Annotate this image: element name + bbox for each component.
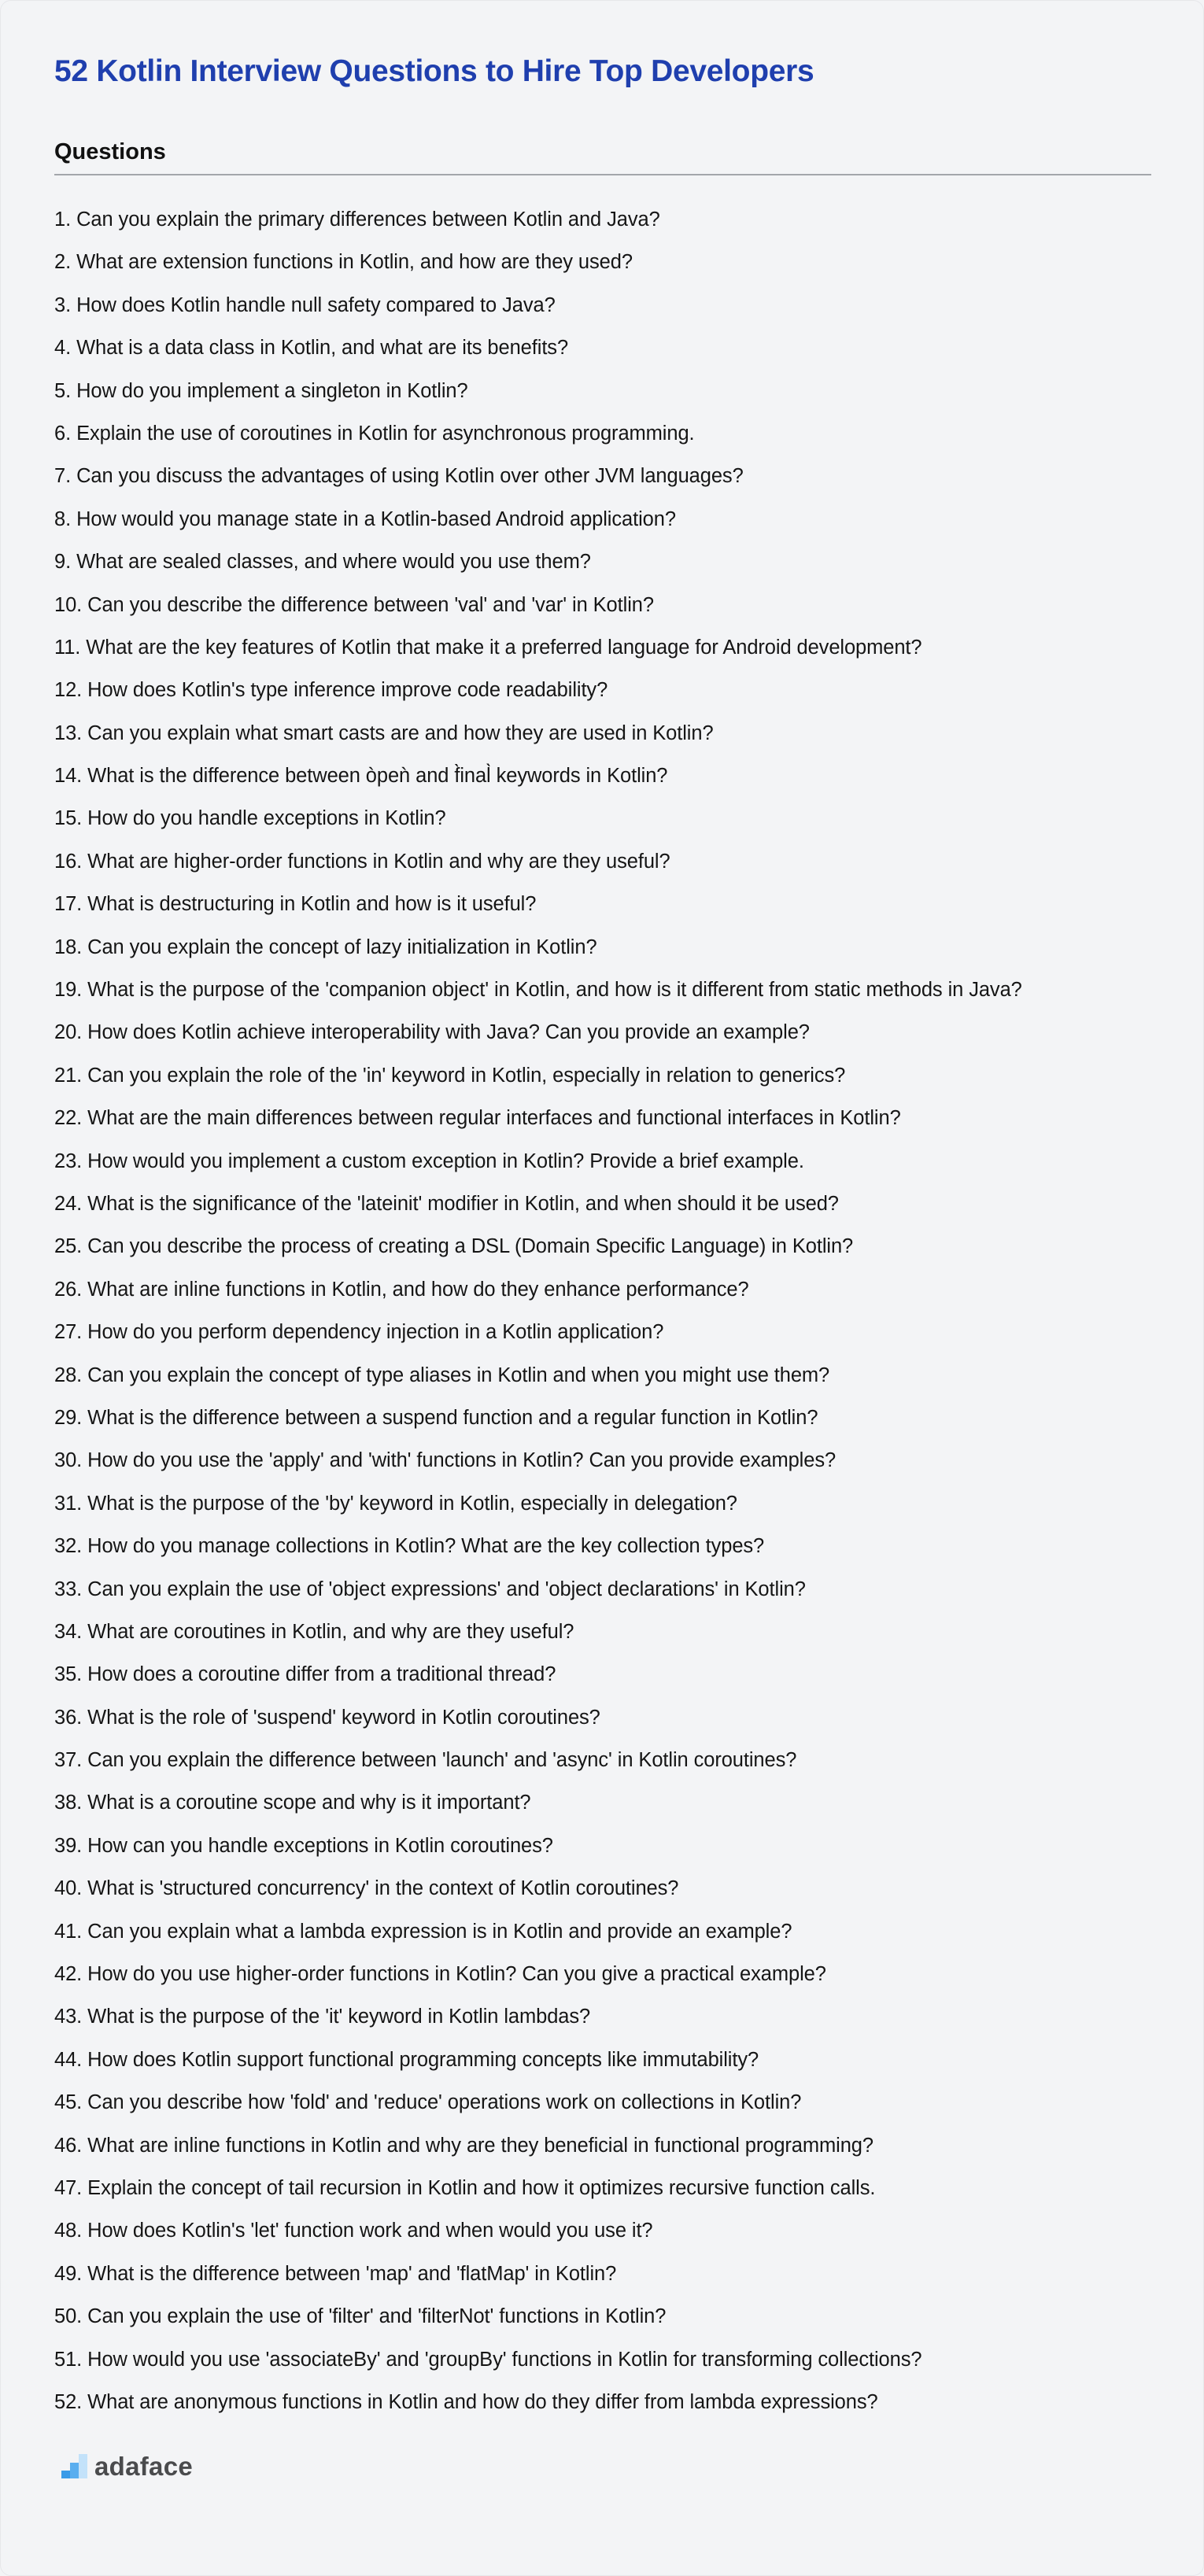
question-item	[54, 2340, 1022, 2382]
question-item	[54, 1869, 1022, 1911]
question-number: 2.	[54, 251, 72, 274]
question-number: 36.	[54, 1706, 83, 1729]
question-item	[54, 1698, 1022, 1740]
question-number: 25.	[54, 1235, 83, 1258]
question-number: 1.	[54, 209, 72, 231]
question-item	[54, 1526, 1022, 1569]
question-text: Can you explain the concept of type aliases in Kotlin and when you might use them?	[87, 1364, 830, 1386]
question-text: Can you describe how 'fold' and 'reduce' operations work on collections in Kotlin?	[87, 2091, 802, 2114]
question-number: 37.	[54, 1749, 83, 1772]
question-number: 22.	[54, 1107, 83, 1130]
question-text: How does a coroutine differ from a traditional thread?	[87, 1663, 556, 1686]
question-item	[54, 1997, 1022, 2039]
question-number: 39.	[54, 1834, 83, 1857]
question-text: What is a coroutine scope and why is it important?	[87, 1792, 531, 1814]
question-text: How would you manage state in a Kotlin-based Android application?	[76, 507, 676, 530]
question-text: Can you discuss the advantages of using Kotlin over other JVM languages?	[76, 465, 744, 488]
question-text: How would you implement a custom exception in Kotlin? Provide a brief example.	[87, 1150, 804, 1172]
question-text: What is destructuring in Kotlin and how is it useful?	[87, 893, 537, 916]
question-text: Can you explain the use of 'filter' and 'filterNot' functions in Kotlin?	[87, 2305, 667, 2328]
question-text: Can you explain what smart casts are and how they are used in Kotlin?	[87, 722, 714, 744]
logo-bar-short	[61, 2471, 70, 2478]
question-number: 46.	[54, 2134, 83, 2157]
question-item	[54, 1783, 1022, 1825]
question-number: 40.	[54, 1877, 83, 1900]
question-text: What are the key features of Kotlin that make it a preferred language for Android development?	[86, 636, 922, 659]
question-number: 48.	[54, 2220, 83, 2242]
question-number: 6.	[54, 422, 72, 445]
question-text: How do you use the 'apply' and 'with' functions in Kotlin? Can you provide examples?	[87, 1449, 837, 1472]
question-item	[54, 286, 1022, 328]
question-text: How does Kotlin achieve interoperability with Java? Can you provide an example?	[87, 1021, 810, 1044]
question-item	[54, 1740, 1022, 1783]
question-item	[54, 1056, 1022, 1098]
question-item	[54, 1570, 1022, 1612]
question-number: 51.	[54, 2348, 83, 2371]
question-text: Can you explain what a lambda expression is in Kotlin and provide an example?	[87, 1920, 792, 1943]
question-number: 5.	[54, 379, 72, 402]
question-number: 47.	[54, 2176, 83, 2199]
question-item	[54, 1441, 1022, 1483]
question-number: 26.	[54, 1278, 83, 1301]
question-number: 30.	[54, 1449, 83, 1472]
question-text: What is the difference between a suspend function and a regular function in Kotlin?	[87, 1406, 818, 1429]
question-text: What is the role of 'suspend' keyword in Kotlin coroutines?	[87, 1706, 600, 1729]
question-text: What are inline functions in Kotlin and why are they beneficial in functional programming?	[87, 2134, 873, 2157]
logo-bar-tall	[79, 2454, 87, 2478]
question-item	[54, 628, 1022, 670]
question-number: 44.	[54, 2048, 83, 2071]
question-text: How do you perform dependency injection in a Kotlin application?	[87, 1321, 664, 1344]
question-item	[54, 1912, 1022, 1954]
question-number: 38.	[54, 1792, 83, 1814]
question-item	[54, 542, 1022, 585]
question-text: How does Kotlin's 'let' function work and when would you use it?	[87, 2220, 653, 2242]
question-text: Can you explain the primary differences between Kotlin and Java?	[76, 209, 660, 231]
question-item	[54, 200, 1022, 242]
ascending-bars-icon	[61, 2453, 88, 2480]
question-item	[54, 799, 1022, 841]
question-item	[54, 2168, 1022, 2211]
question-item	[54, 1484, 1022, 1526]
question-number: 14.	[54, 765, 83, 788]
section-divider	[54, 174, 1151, 175]
question-item	[54, 328, 1022, 371]
question-number: 42.	[54, 1963, 83, 1986]
question-text: How do you handle exceptions in Kotlin?	[87, 807, 446, 830]
question-item	[54, 884, 1022, 927]
question-number: 35.	[54, 1663, 83, 1686]
question-text: What are anonymous functions in Kotlin and how do they differ from lambda expressions?	[87, 2390, 878, 2413]
question-item	[54, 928, 1022, 970]
question-item	[54, 1398, 1022, 1441]
question-list	[54, 200, 1022, 2425]
question-item	[54, 1612, 1022, 1655]
question-text: How do you manage collections in Kotlin? What are the key collection types?	[87, 1535, 765, 1558]
question-text: How would you use 'associateBy' and 'groupBy' functions in Kotlin for transforming collections?	[87, 2348, 922, 2371]
question-number: 32.	[54, 1535, 83, 1558]
question-number: 43.	[54, 2006, 83, 2028]
question-text: Can you explain the concept of lazy initialization in Kotlin?	[87, 936, 597, 958]
question-item	[54, 970, 1022, 1013]
question-number: 23.	[54, 1150, 83, 1172]
question-text: What is the purpose of the 'by' keyword in Kotlin, especially in delegation?	[87, 1492, 737, 1515]
question-text: How can you handle exceptions in Kotlin coroutines?	[87, 1834, 553, 1857]
question-text: What are higher-order functions in Kotlin and why are they useful?	[87, 850, 670, 873]
question-item	[54, 1356, 1022, 1398]
question-item	[54, 1655, 1022, 1697]
question-number: 8.	[54, 507, 72, 530]
question-number: 34.	[54, 1620, 83, 1643]
question-item	[54, 670, 1022, 713]
question-text: Can you explain the use of 'object expressions' and 'object declarations' in Kotlin?	[87, 1578, 806, 1600]
question-item	[54, 1013, 1022, 1055]
question-text: What are sealed classes, and where would you use them?	[76, 551, 591, 574]
question-number: 52.	[54, 2390, 83, 2413]
question-item	[54, 242, 1022, 285]
adaface-logo[interactable]	[61, 2451, 193, 2482]
question-item	[54, 500, 1022, 542]
question-item	[54, 1270, 1022, 1312]
question-item	[54, 456, 1022, 499]
question-number: 13.	[54, 722, 83, 744]
question-number: 31.	[54, 1492, 83, 1515]
question-number: 12.	[54, 679, 83, 702]
section-heading-questions: Questions	[54, 139, 166, 164]
question-text: What are coroutines in Kotlin, and why are they useful?	[87, 1620, 574, 1643]
question-number: 29.	[54, 1406, 83, 1429]
question-number: 41.	[54, 1920, 83, 1943]
question-text: How does Kotlin's type inference improve code readability?	[87, 679, 608, 702]
question-text: How does Kotlin handle null safety compared to Java?	[76, 293, 556, 316]
question-text: Explain the concept of tail recursion in Kotlin and how it optimizes recursive function calls.	[87, 2176, 876, 2199]
question-text: What is a data class in Kotlin, and what are its benefits?	[76, 337, 569, 360]
question-number: 28.	[54, 1364, 83, 1386]
question-number: 3.	[54, 293, 72, 316]
question-number: 11.	[54, 636, 81, 659]
question-text: How does Kotlin support functional programming concepts like immutability?	[87, 2048, 759, 2071]
question-number: 24.	[54, 1192, 83, 1215]
question-number: 45.	[54, 2091, 83, 2114]
question-item	[54, 756, 1022, 799]
question-item	[54, 1954, 1022, 1997]
question-item	[54, 2040, 1022, 2083]
question-item	[54, 2211, 1022, 2253]
question-item	[54, 1184, 1022, 1227]
question-number: 50.	[54, 2305, 83, 2328]
question-text: What is 'structured concurrency' in the context of Kotlin coroutines?	[87, 1877, 679, 1900]
question-number: 10.	[54, 593, 83, 616]
logo-bar-medium	[70, 2463, 79, 2478]
question-number: 17.	[54, 893, 83, 916]
question-text: How do you use higher-order functions in Kotlin? Can you give a practical example?	[87, 1963, 826, 1986]
question-item	[54, 1826, 1022, 1869]
question-number: 15.	[54, 807, 83, 830]
question-item	[54, 2254, 1022, 2297]
question-number: 33.	[54, 1578, 83, 1600]
question-text: What is the purpose of the 'it' keyword in Kotlin lambdas?	[87, 2006, 591, 2028]
question-number: 21.	[54, 1064, 83, 1087]
question-text: What is the purpose of the 'companion object' in Kotlin, and how is it different from static methods in Java?	[87, 979, 1022, 1002]
question-item	[54, 414, 1022, 456]
question-number: 16.	[54, 850, 83, 873]
question-text: What are the main differences between regular interfaces and functional interfaces in Kotlin?	[87, 1107, 901, 1130]
question-item	[54, 371, 1022, 414]
question-item	[54, 1142, 1022, 1184]
question-number: 27.	[54, 1321, 83, 1344]
question-text: How do you implement a singleton in Kotlin?	[76, 379, 468, 402]
question-text: What is the difference between 'map' and 'flatMap' in Kotlin?	[87, 2262, 617, 2285]
question-text: Can you explain the role of the 'in' keyword in Kotlin, especially in relation to generics?	[87, 1064, 846, 1087]
question-number: 9.	[54, 551, 72, 574]
question-item	[54, 714, 1022, 756]
question-item	[54, 842, 1022, 884]
question-item	[54, 1098, 1022, 1141]
question-text: What is the significance of the 'lateinit' modifier in Kotlin, and when should it be used?	[87, 1192, 839, 1215]
question-number: 19.	[54, 979, 83, 1002]
question-item	[54, 1227, 1022, 1269]
page-title: 52 Kotlin Interview Questions to Hire Top Developers	[54, 54, 814, 88]
question-item	[54, 2382, 1022, 2425]
question-item	[54, 585, 1022, 628]
question-item	[54, 2083, 1022, 2125]
question-text: What are extension functions in Kotlin, and how are they used?	[76, 251, 633, 274]
logo-wordmark: adaface	[94, 2452, 194, 2481]
question-text: What is the difference between òpeǹ and f̀inal̀ keywords in Kotlin?	[87, 765, 668, 788]
question-item	[54, 2297, 1022, 2339]
question-text: Can you describe the difference between 'val' and 'var' in Kotlin?	[87, 593, 654, 616]
question-number: 18.	[54, 936, 83, 958]
question-item	[54, 1312, 1022, 1355]
question-number: 49.	[54, 2262, 83, 2285]
question-text: Can you describe the process of creating a DSL (Domain Specific Language) in Kotlin?	[87, 1235, 854, 1258]
question-number: 20.	[54, 1021, 83, 1044]
question-text: What are inline functions in Kotlin, and how do they enhance performance?	[87, 1278, 749, 1301]
question-text: Explain the use of coroutines in Kotlin for asynchronous programming.	[76, 422, 695, 445]
question-number: 7.	[54, 465, 72, 488]
question-number: 4.	[54, 337, 72, 360]
question-text: Can you explain the difference between 'launch' and 'async' in Kotlin coroutines?	[87, 1749, 797, 1772]
question-item	[54, 2126, 1022, 2168]
